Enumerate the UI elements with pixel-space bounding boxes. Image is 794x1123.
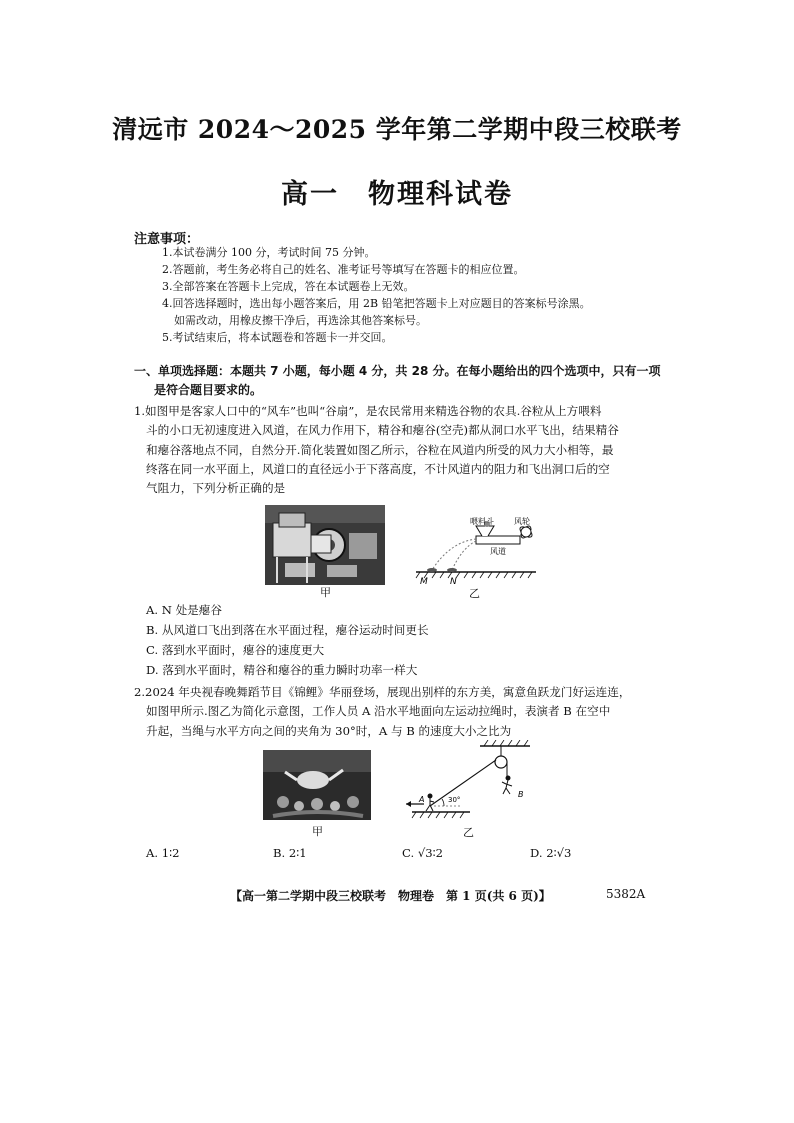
q2-option-a: A. 1∶2 xyxy=(146,846,180,860)
note-item: 4.回答选择题时，选出每小题答案后，用 2B 铅笔把答题卡上对应题目的答案标号涂黑。 xyxy=(162,297,591,310)
q1-line: 终落在同一水平面上，风道口的直径远小于下落高度，不计风道内的阻力和飞出洞口后的空 xyxy=(146,461,610,476)
note-item: 如需改动，用橡皮擦干净后，再选涂其他答案标号。 xyxy=(174,314,427,327)
question-2-stem xyxy=(134,683,662,741)
angle-label: 30° xyxy=(448,796,461,804)
note-item: 2.答题前，考生务必将自己的姓名、准考证号等填写在答题卡的相应位置。 xyxy=(162,263,525,276)
note-item: 3.全部答案在答题卡上完成，答在本试题卷上无效。 xyxy=(162,280,415,293)
q1-line: 1.如图甲是客家人口中的“风车”也叫“谷扇”，是农民常用来精选谷物的农具.谷粒从上方喂料 xyxy=(134,404,602,418)
notes-heading: 注意事项： xyxy=(134,232,200,247)
section-line-1: 一、单项选择题：本题共 7 小题，每小题 4 分，共 28 分。在每小题给出的四个选项中，只有一项 xyxy=(134,364,661,378)
note-item: 1.本试卷满分 100 分，考试时间 75 分钟。 xyxy=(162,246,376,259)
winnower-photo xyxy=(265,505,385,585)
q2-option-d: D. 2∶√3 xyxy=(530,846,572,860)
rope-pulley-diagram xyxy=(400,740,535,824)
stage-photo xyxy=(263,750,371,820)
q2-line: 如图甲所示.图乙为简化示意图，工作人员 A 沿水平地面向左运动拉绳时，表演者 B 在空中 xyxy=(146,704,611,719)
q2-line: 升起，当绳与水平方向之间的夹角为 30°时，A 与 B 的速度大小之比为 xyxy=(146,723,512,738)
q2-option-b: B. 2∶1 xyxy=(273,846,307,860)
winnower-diagram xyxy=(410,512,540,584)
q2-fig-b-caption: 乙 xyxy=(463,826,474,839)
q1-option-b: B. 从风道口飞出到落在水平面过程，瘪谷运动时间更长 xyxy=(146,623,429,637)
section-line-2: 是符合题目要求的。 xyxy=(154,383,263,397)
q2-option-c: C. √3∶2 xyxy=(402,846,443,860)
point-m-label: M xyxy=(420,577,428,584)
page-footer: 【高一第二学期中段三校联考 物理卷 第 1 页(共 6 页)】 xyxy=(230,889,551,903)
point-n-label: N xyxy=(450,577,457,584)
performer-b-label: B xyxy=(518,790,524,799)
q1-option-d: D. 落到水平面时，精谷和瘪谷的重力瞬时功率一样大 xyxy=(146,663,418,677)
q1-fig-a-caption: 甲 xyxy=(320,586,331,599)
q2-fig-a-caption: 甲 xyxy=(312,825,323,838)
person-a-label: A xyxy=(419,795,425,804)
q1-fig-b-caption: 乙 xyxy=(469,587,480,600)
q2-line: 2.2024 年央视春晚舞蹈节目《锦鲤》华丽登场，展现出别样的东方美，寓意鱼跃龙门好运连连， xyxy=(134,685,631,699)
section-heading xyxy=(134,362,664,400)
exam-subtitle: 高一 物理科试卷 xyxy=(281,179,513,210)
q1-line: 和瘪谷落地点不同，自然分开.简化装置如图乙所示，谷粒在风道内所受的风力大小相等，最 xyxy=(146,442,614,457)
q1-option-c: C. 落到水平面时，瘪谷的速度更大 xyxy=(146,643,325,657)
question-1-stem xyxy=(134,402,662,498)
q1-line: 斗的小口无初速度进入风道，在风力作用下，精谷和瘪谷(空壳)都从洞口水平飞出，结果精谷 xyxy=(146,423,619,438)
exam-code: 5382A xyxy=(606,887,646,901)
hopper-label: 喂料斗 xyxy=(470,517,494,526)
q1-line: 气阻力，下列分析正确的是 xyxy=(146,481,286,496)
q1-option-a: A. N 处是瘪谷 xyxy=(146,603,222,617)
note-item: 5.考试结束后，将本试题卷和答题卡一并交回。 xyxy=(162,331,393,344)
exam-title: 清远市 2024～2025 学年第二学期中段三校联考 xyxy=(112,115,682,144)
wheel-label: 风轮 xyxy=(514,517,530,526)
duct-label: 风道 xyxy=(490,547,506,556)
